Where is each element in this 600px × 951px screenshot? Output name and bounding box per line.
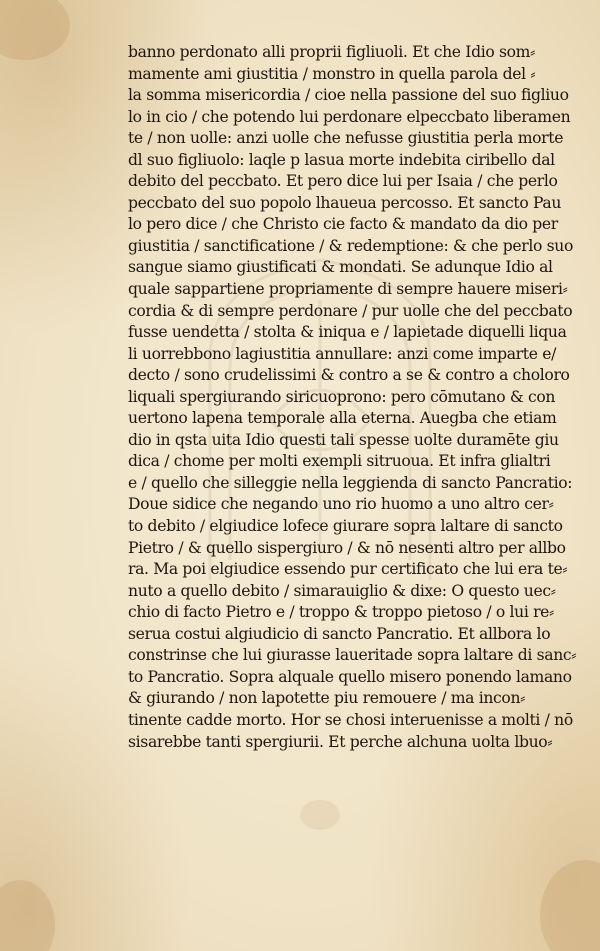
text-line: serua costui algiudicio di sancto Pancratio. Et allbora lo (128, 624, 551, 643)
text-line: chio di facto Pietro e / troppo & troppo pietoso / o lui re⸗ (128, 603, 554, 622)
text-line: sisarebbe tanti spergiurii. Et perche alchuna uolta lbuo⸗ (128, 732, 553, 751)
body-text (128, 42, 577, 753)
text-line: lo in cio / che potendo lui perdonare elpeccbato liberamen (128, 107, 571, 126)
text-line: dio in qsta uita Idio questi tali spesse uolte duramēte giu (128, 430, 559, 449)
text-line: giustitia / sanctificatione / & redemptione: & che perlo suo (128, 236, 574, 255)
text-line: to debito / elgiudice lofece giurare sopra laltare di sancto (128, 517, 563, 536)
text-line: uertono lapena temporale alla eterna. Auegba che etiam (128, 409, 557, 428)
text-line: e / quello che silleggie nella leggienda di sancto Pancratio: (128, 473, 573, 492)
text-line: cordia & di sempre perdonare / pur uolle che del peccbato (128, 301, 573, 320)
text-line: Pietro / & quello sispergiuro / & nō nesenti altro per allbo (128, 538, 566, 557)
text-line: Doue sidice che negando uno rio huomo a uno altro cer⸗ (128, 495, 554, 514)
paper-stain (0, 0, 70, 60)
text-line: ra. Ma poi elgiudice essendo pur certificato che lui era te⸗ (128, 560, 568, 579)
text-line: te / non uolle: anzi uolle che nefusse giustitia perla morte (128, 129, 564, 148)
text-line: & giurando / non lapotette piu remouere / ma incon⸗ (128, 689, 526, 708)
paper-stain (540, 860, 600, 951)
text-line: liquali spergiurando siricuoprono: pero cōmutano & con (128, 387, 556, 406)
text-line: peccbato del suo popolo lhaueua percosso. Et sancto Pau (128, 193, 562, 212)
text-line: debito del peccbato. Et pero dice lui per Isaia / che perlo (128, 172, 558, 191)
text-line: decto / sono crudelissimi & contro a se & contro a choloro (128, 366, 570, 385)
text-line: tinente cadde morto. Hor se chosi interuenisse a molti / nō (128, 710, 573, 729)
text-line: dica / chome per molti exempli sitruoua. Et infra glialtri (128, 452, 551, 471)
text-line: mamente ami giustitia / monstro in quella parola del ⸗ (128, 64, 536, 83)
text-line: sangue siamo giustificati & mondati. Se adunque Idio al (128, 258, 553, 277)
text-line: li uorrebbono lagiustitia annullare: anzi come imparte e/ (128, 344, 556, 363)
text-line: dl suo figliuolo: laqle p lasua morte indebita ciribello dal (128, 150, 555, 169)
text-line: banno perdonato alli proprii figliuoli. Et che Idio som⸗ (128, 43, 535, 61)
text-line: lo pero dice / che Christo cie facto & mandato da dio per (128, 215, 558, 234)
text-line: quale sappartiene propriamente di sempre hauere miseri⸗ (128, 280, 568, 299)
paper-stain (0, 880, 55, 951)
text-line: constrinse che lui giurasse laueritade sopra laltare di sanc⸗ (128, 646, 577, 665)
text-line: to Pancratio. Sopra alquale quello misero ponendo lamano (128, 667, 572, 686)
text-line: fusse uendetta / stolta & iniqua e / lapietade diquelli liqua (128, 323, 567, 342)
text-line: la somma misericordia / cioe nella passione del suo figliuo (128, 86, 569, 105)
text-line: nuto a quello debito / simarauiglio & dixe: O questo uec⸗ (128, 581, 556, 600)
paper-stain (300, 800, 340, 830)
